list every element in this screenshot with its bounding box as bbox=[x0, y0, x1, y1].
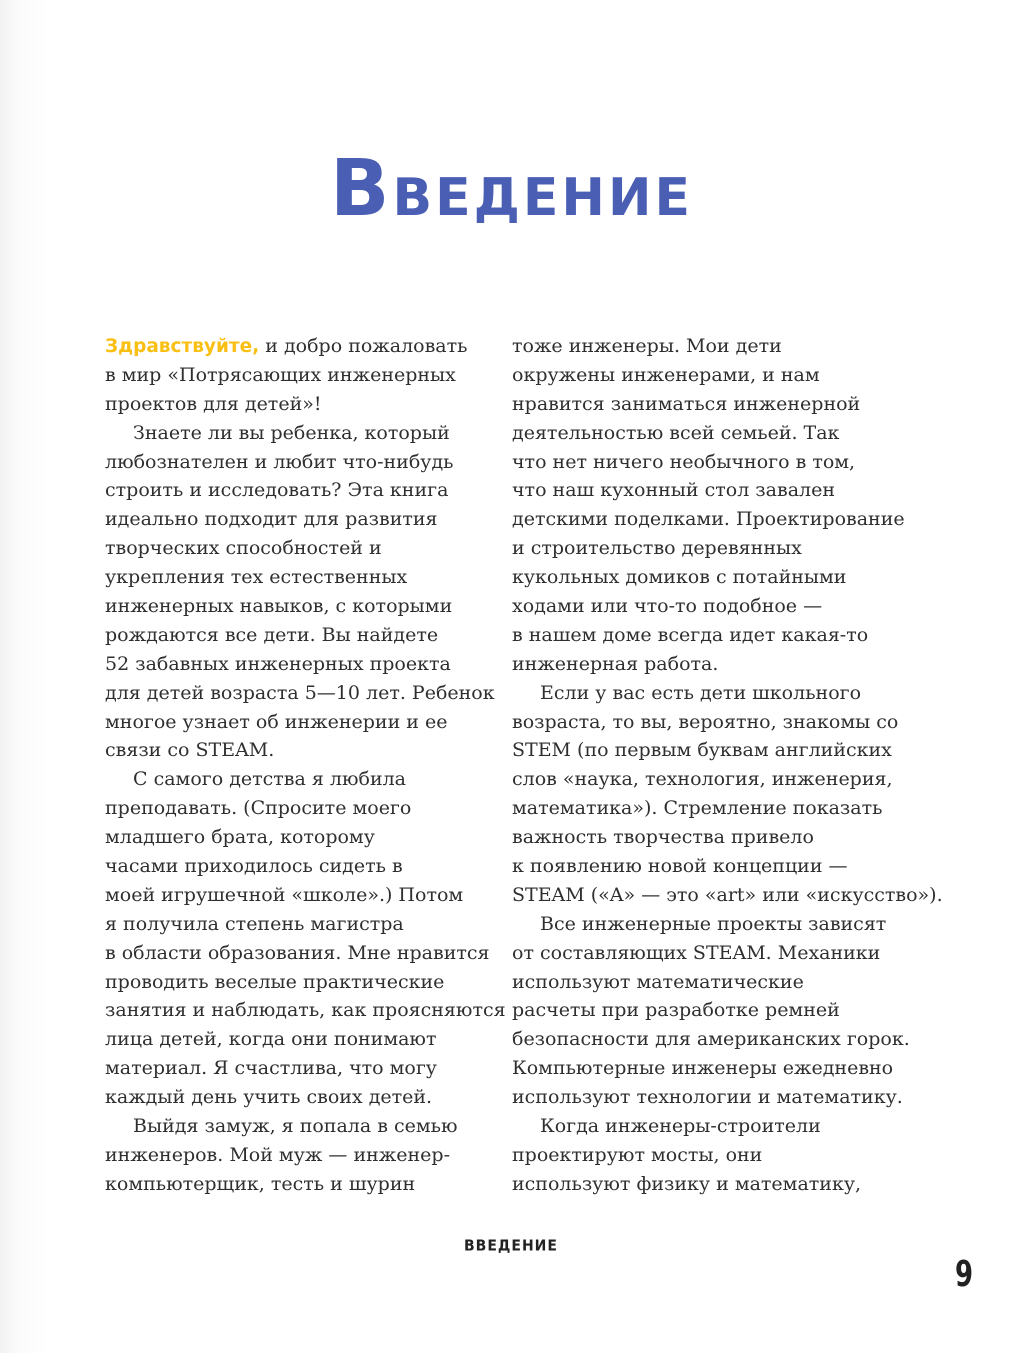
text-line: С самого детства я любила bbox=[133, 768, 407, 791]
text-line: нравится заниматься инженерной bbox=[512, 392, 861, 415]
text-line: что наш кухонный стол завален bbox=[512, 479, 835, 502]
text-column-left bbox=[105, 332, 513, 1199]
text-line: занятия и наблюдать, как проясняются bbox=[105, 999, 506, 1022]
text-line: в нашем доме всегда идет какая-то bbox=[512, 623, 869, 646]
text-line: тоже инженеры. Мои дети bbox=[512, 335, 782, 357]
text-line: используют математические bbox=[512, 970, 804, 993]
text-line: идеально подходит для развития bbox=[105, 508, 438, 531]
text-line: 52 забавных инженерных проекта bbox=[105, 652, 451, 675]
text-line: используют физику и математику, bbox=[512, 1172, 862, 1195]
text-line: преподавать. (Спросите моего bbox=[105, 797, 412, 820]
running-footer: ВВЕДЕНИЕ bbox=[464, 1237, 558, 1255]
text-line: Здравствуйте, и добро пожаловать bbox=[105, 335, 468, 357]
title-rest: ВЕДЕНИЕ bbox=[392, 168, 693, 228]
text-line: Выйдя замуж, я попала в семью bbox=[133, 1115, 458, 1138]
text-line: STEAM («A» — это «art» или «искусство»). bbox=[512, 883, 943, 906]
text-line: Компьютерные инженеры ежедневно bbox=[512, 1057, 894, 1080]
text-line: строить и исследовать? Эта книга bbox=[105, 479, 449, 502]
text-line: инженерных навыков, с которыми bbox=[105, 595, 453, 618]
text-line: инженеров. Мой муж — инженер- bbox=[105, 1143, 450, 1166]
text-line: компьютерщик, тесть и шурин bbox=[105, 1172, 416, 1195]
text-line: связи со STEAM. bbox=[105, 739, 275, 762]
text-line: Все инженерные проекты зависят bbox=[540, 912, 887, 935]
text-line: моей игрушечной «школе».) Потом bbox=[105, 883, 464, 906]
text-line: математика»). Стремление показать bbox=[512, 797, 883, 820]
text-line: лица детей, когда они понимают bbox=[105, 1028, 437, 1051]
text-line: окружены инженерами, и нам bbox=[512, 363, 820, 386]
text-line: любознателен и любит что-нибудь bbox=[105, 450, 454, 473]
text-line: для детей возраста 5—10 лет. Ребенок bbox=[105, 681, 495, 704]
page-title bbox=[0, 144, 1023, 234]
text-line: Когда инженеры-строители bbox=[540, 1115, 821, 1138]
text-line: материал. Я счастлива, что могу bbox=[105, 1057, 437, 1080]
title-first-letter: В bbox=[329, 144, 393, 234]
text-line: творческих способностей и bbox=[105, 537, 382, 560]
text-line: к появлению новой концепции — bbox=[512, 855, 848, 878]
text-line: деятельностью всей семьей. Так bbox=[512, 421, 840, 444]
page-number: 9 bbox=[954, 1254, 974, 1295]
text-line: Знаете ли вы ребенка, который bbox=[133, 421, 450, 444]
text-line: от составляющих STEAM. Механики bbox=[512, 941, 881, 964]
text-line: слов «наука, технология, инженерия, bbox=[512, 768, 893, 791]
text-line: часами приходилось сидеть в bbox=[105, 855, 403, 878]
text-line: младшего брата, которому bbox=[105, 826, 375, 849]
greeting-highlight: Здравствуйте, bbox=[105, 336, 260, 357]
text-line: и строительство деревянных bbox=[512, 537, 802, 560]
text-line: проводить веселые практические bbox=[105, 970, 445, 993]
text-line: ходами или что-то подобное — bbox=[512, 595, 823, 618]
text-line: расчеты при разработке ремней bbox=[512, 999, 840, 1022]
text-line: STEM (по первым буквам английских bbox=[512, 739, 892, 762]
text-line: важность творчества привело bbox=[512, 826, 814, 849]
text-line: возраста, то вы, вероятно, знакомы со bbox=[512, 710, 899, 733]
text-line: Если у вас есть дети школьного bbox=[540, 681, 862, 704]
text-line: проектов для детей»! bbox=[105, 392, 322, 415]
text-line: кукольных домиков с потайными bbox=[512, 566, 847, 589]
text-line: проектируют мосты, они bbox=[512, 1143, 763, 1166]
text-line: что нет ничего необычного в том, bbox=[512, 450, 856, 473]
text-line: рождаются все дети. Вы найдете bbox=[105, 623, 439, 646]
text-line: безопасности для американских горок. bbox=[512, 1028, 910, 1051]
text-line: в области образования. Мне нравится bbox=[105, 941, 490, 964]
text-line: инженерная работа. bbox=[512, 652, 719, 675]
text-line: детскими поделками. Проектирование bbox=[512, 508, 905, 531]
text-column-right bbox=[512, 332, 943, 1199]
text-line: каждый день учить своих детей. bbox=[105, 1086, 433, 1109]
text-line: я получила степень магистра bbox=[105, 912, 404, 935]
text-line: укрепления тех естественных bbox=[105, 566, 408, 589]
text-line: в мир «Потрясающих инженерных bbox=[105, 363, 456, 386]
text-line: многое узнает об инженерии и ее bbox=[105, 710, 448, 733]
text-line: используют технологии и математику. bbox=[512, 1086, 903, 1109]
